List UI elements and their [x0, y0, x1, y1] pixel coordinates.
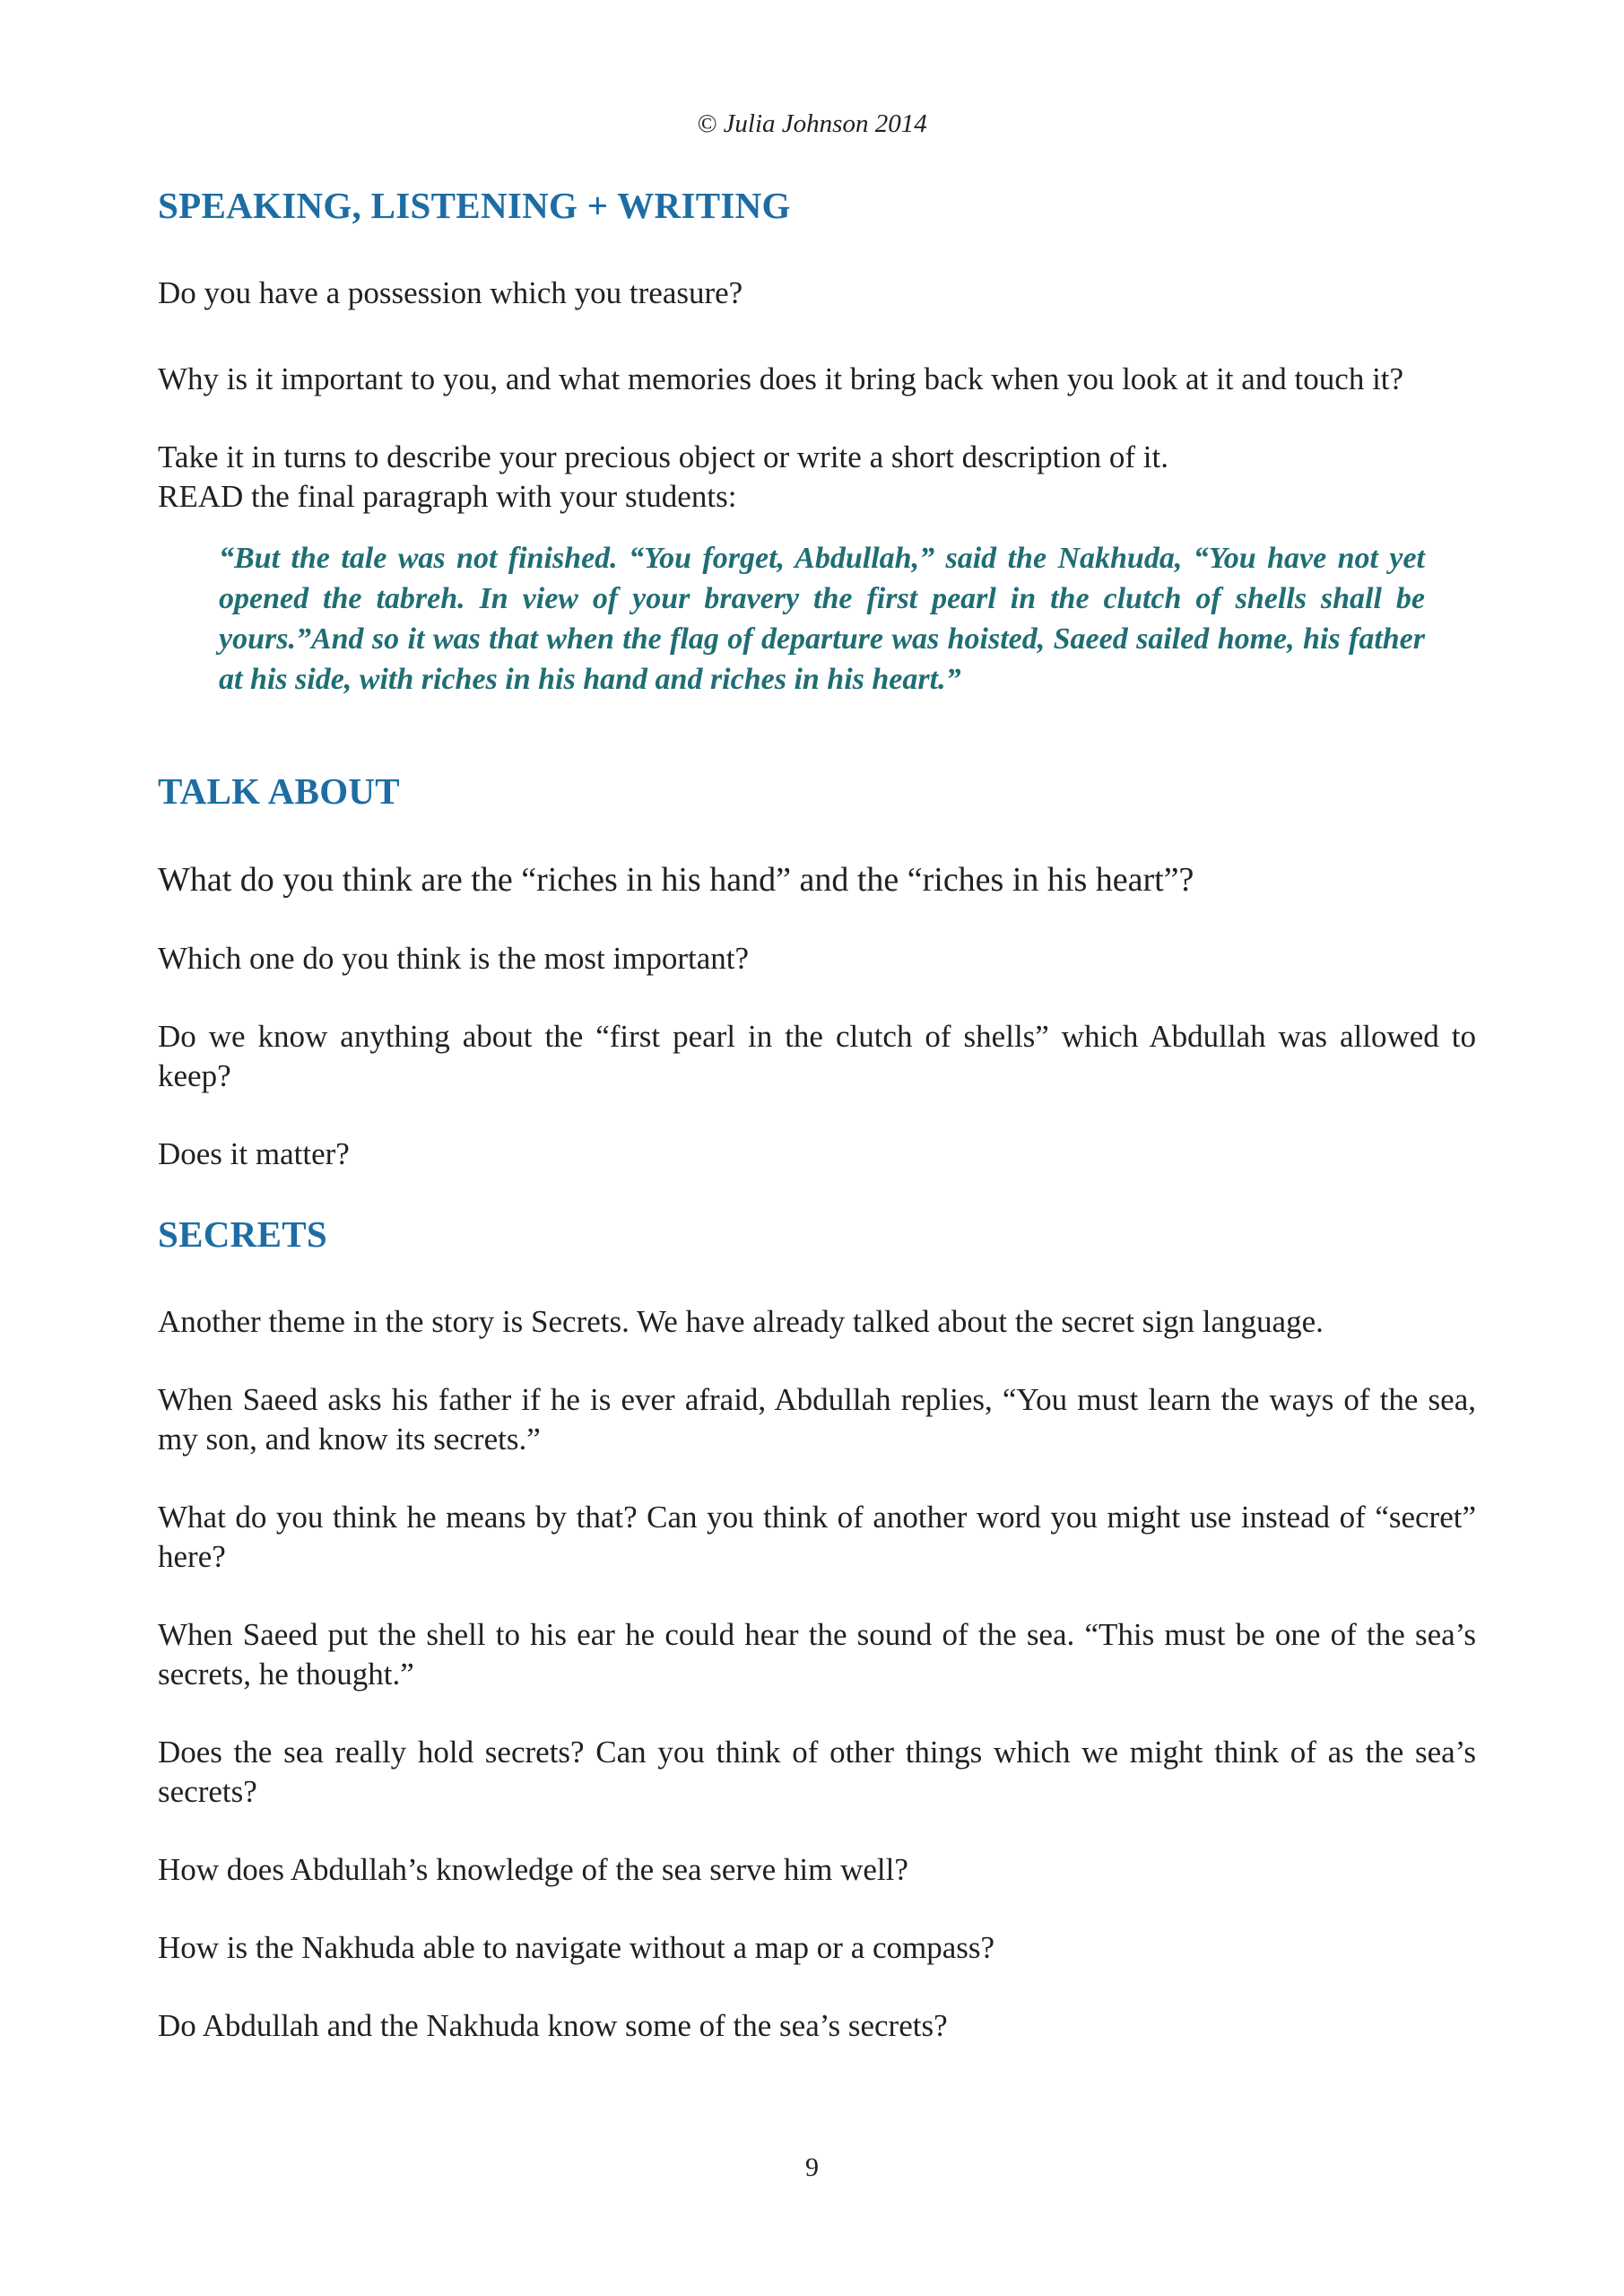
paragraph: When Saeed put the shell to his ear he could hear the sound of the sea. “This must be one of the sea’s secrets, he thought.”: [158, 1617, 1476, 1692]
copyright-line: © Julia Johnson 2014: [697, 109, 927, 138]
paragraph: What do you think are the “riches in his hand” and the “riches in his heart”?: [158, 861, 1194, 899]
paragraph: Does it matter?: [158, 1136, 350, 1171]
paragraph: When Saeed asks his father if he is ever afraid, Abdullah replies, “You must learn the ways of the sea, my son, and know its secrets.”: [158, 1382, 1476, 1457]
story-quote: “But the tale was not finished. “You forget, Abdullah,” said the Nakhuda, “You have not yet opened the tabreh. In view of your bravery the first pearl in the clutch of shells shall be yours.”And so it was that when the flag of departure was hoisted, Saeed sailed home, his father at his side, with riches in his hand and riches in his heart.”: [219, 542, 1425, 696]
section-heading-secrets: SECRETS: [158, 1213, 327, 1255]
paragraph: Take it in turns to describe your precious object or write a short description of it.: [158, 439, 1168, 474]
page-number: 9: [805, 2152, 819, 2182]
paragraph: What do you think he means by that? Can you think of another word you might use instead of “secret” here?: [158, 1500, 1476, 1574]
paragraph: Do you have a possession which you treasure?: [158, 275, 743, 310]
paragraph: Why is it important to you, and what memories does it bring back when you look at it and touch it?: [158, 361, 1404, 396]
paragraph: Another theme in the story is Secrets. We have already talked about the secret sign language.: [158, 1304, 1324, 1339]
paragraph: READ the final paragraph with your students:: [158, 479, 737, 514]
section-heading-talk-about: TALK ABOUT: [158, 770, 400, 812]
paragraph: Which one do you think is the most important?: [158, 941, 750, 976]
paragraph: Do Abdullah and the Nakhuda know some of the sea’s secrets?: [158, 2008, 948, 2043]
paragraph: How does Abdullah’s knowledge of the sea serve him well?: [158, 1852, 908, 1887]
page-content: [158, 184, 1476, 2046]
paragraph: How is the Nakhuda able to navigate without a map or a compass?: [158, 1930, 995, 1965]
paragraph: Does the sea really hold secrets? Can you think of other things which we might think of as the sea’s secrets?: [158, 1735, 1476, 1809]
section-heading-speaking: SPEAKING, LISTENING + WRITING: [158, 185, 791, 226]
paragraph: Do we know anything about the “first pearl in the clutch of shells” which Abdullah was allowed to keep?: [158, 1019, 1476, 1093]
